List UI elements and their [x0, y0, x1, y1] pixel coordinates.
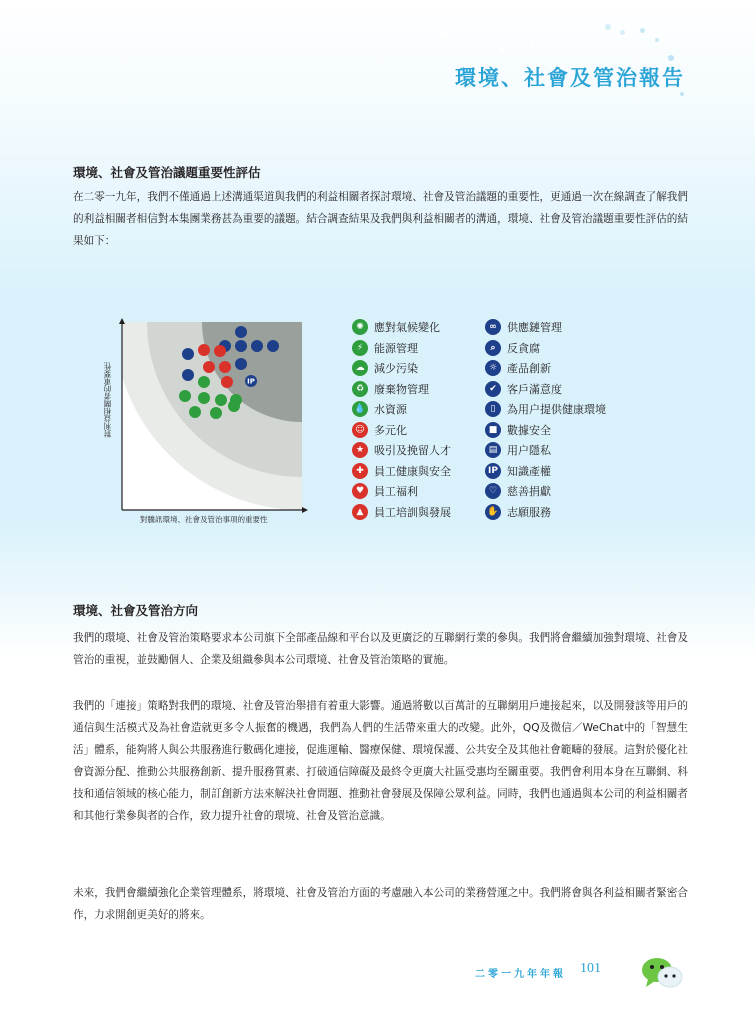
direction-paragraph-1: 我們的環境、社會及管治策略要求本公司旗下全部產品線和平台以及更廣泛的互聯網行業的參與。我們將會繼續加強對環境、社會及管治的重視，並鼓勵個人、企業及組織參與本公司環境、社會及管治策略的實施。	[73, 632, 688, 666]
phone-icon: ▯	[485, 401, 501, 417]
water-icon: 💧	[352, 401, 368, 417]
legend-item	[352, 504, 451, 520]
diversity-icon: ☺	[352, 422, 368, 438]
lock-icon: ■	[485, 422, 501, 438]
y-axis-label: 對利益相關者的重要性	[103, 362, 112, 438]
x-axis-label: 對騰訊環境、社會及管治事項的重要性	[140, 515, 268, 524]
handshake-icon: ∞	[485, 319, 501, 335]
recycle-icon: ♻	[352, 381, 368, 397]
materiality-matrix-svg	[100, 316, 320, 528]
materiality-paragraph: 在二零一九年，我們不僅通過上述溝通渠道與我們的利益相關者探討環境、社會及管治議題的重要性，更通過一次在線調查了解我們的利益相關者相信對本集團業務甚為重要的議題。結合調查結果及我們與利益相關者的溝通，環境、社會及管治議題重要性評估的結果如下：	[73, 191, 688, 247]
legend-label: 為用户提供健康環境	[507, 403, 606, 416]
legend-label: 吸引及挽留人才	[374, 444, 451, 457]
pollution-icon: ☁	[352, 360, 368, 376]
thumbs-up-icon: ✔	[485, 381, 501, 397]
talent-icon: ★	[352, 442, 368, 458]
legend-item	[352, 401, 407, 417]
document-icon: ▤	[485, 442, 501, 458]
wechat-logo-icon	[640, 955, 684, 991]
section-heading-direction: 環境、社會及管治方向	[73, 603, 199, 618]
legend-label: 多元化	[374, 423, 407, 437]
welfare-icon: ♥	[352, 483, 368, 499]
section-heading-materiality: 環境、社會及管治議題重要性評估	[73, 165, 261, 180]
legend-label: 應對氣候變化	[374, 321, 440, 334]
legend-item	[352, 483, 418, 499]
legend-label: 廢棄物管理	[374, 382, 429, 396]
direction-paragraph-3: 未來，我們會繼續強化企業管理體系，將環境、社會及管治方面的考慮融入本公司的業務營運之中。我們將會與各利益相關者緊密合作，力求開創更美好的將來。	[73, 887, 688, 921]
legend-item	[485, 360, 551, 376]
footer-report-year: 二零一九年年報	[475, 969, 566, 980]
legend-item	[352, 319, 440, 335]
legend-item	[352, 381, 429, 397]
energy-icon: ⚡	[352, 340, 368, 356]
legend-item	[352, 360, 418, 376]
legend-label: 能源管理	[374, 341, 418, 355]
legend-label: 產品創新	[507, 362, 551, 375]
legend-item	[352, 422, 407, 438]
legend-item	[352, 340, 418, 356]
legend-label: 知識產權	[507, 464, 551, 478]
x-axis-arrow	[302, 507, 308, 513]
materiality-chart	[100, 316, 320, 528]
legend-item	[352, 463, 451, 479]
volunteer-icon: ✋	[485, 504, 501, 520]
legend-label: 員工培訓與發展	[374, 505, 451, 519]
legend-label: 用户隱私	[507, 444, 551, 457]
legend-label: 員工健康與安全	[374, 464, 451, 478]
legend-item	[485, 422, 551, 438]
climate-icon: ✺	[352, 319, 368, 335]
legend-label: 慈善捐獻	[507, 485, 551, 498]
magnifier-icon: ⌕	[485, 340, 501, 356]
legend-label: 供應鏈管理	[507, 321, 562, 334]
page-number: 101	[580, 961, 601, 976]
legend-item	[485, 442, 551, 458]
legend-item	[485, 504, 551, 520]
legend-item	[485, 340, 540, 356]
direction-paragraph-2: 我們的「連接」策略對我們的環境、社會及管治舉措有着重大影響。通過將數以百萬計的互聯網用戶連接起來，以及開發該等用戶的通信與生活模式及為社會造就更多令人振奮的機遇，我們為人們的生活帶來重大的改變。此外，QQ及微信／WeChat中的「智慧生活」體系，能夠將人與公共服務進行數碼化連接，促進運輸、醫療保健、環境保護、公共安全及其他社會範疇的發展。這對於優化社會資源分配、推動公共服務創新、提升服務質素、打破通信障礙及最終令更廣大社區受惠均至關重要。我們會利用本身在互聯網、科技和通信領域的核心能力，制訂創新方法來解決社會問題、推動社會發展及保障公眾利益。同時，我們也通過與本公司的利益相關者和其他行業參與者的合作，致力提升社會的環境、社會及管治意識。	[73, 700, 688, 822]
legend-label: 水資源	[374, 403, 407, 416]
charity-icon: ♡	[485, 483, 501, 499]
legend-item	[485, 401, 606, 417]
legend-item	[485, 463, 551, 479]
y-axis-arrow	[119, 318, 125, 324]
training-icon: ▲	[352, 504, 368, 520]
legend-item	[352, 442, 451, 458]
page-title: 環境、社會及管治報告	[455, 66, 685, 90]
legend-label: 客戶滿意度	[507, 382, 562, 396]
lightbulb-icon: ☼	[485, 360, 501, 376]
legend-item	[485, 483, 551, 499]
legend-item	[485, 319, 562, 335]
legend-item	[485, 381, 562, 397]
legend-label: 員工福利	[374, 485, 418, 498]
health-icon: ✚	[352, 463, 368, 479]
svg-text:IP: IP	[247, 377, 255, 386]
legend-label: 志願服務	[507, 505, 551, 519]
ip-icon: IP	[485, 463, 501, 479]
legend-label: 反貪腐	[507, 341, 540, 355]
legend-label: 減少污染	[374, 362, 418, 375]
legend-label: 數據安全	[507, 423, 551, 437]
